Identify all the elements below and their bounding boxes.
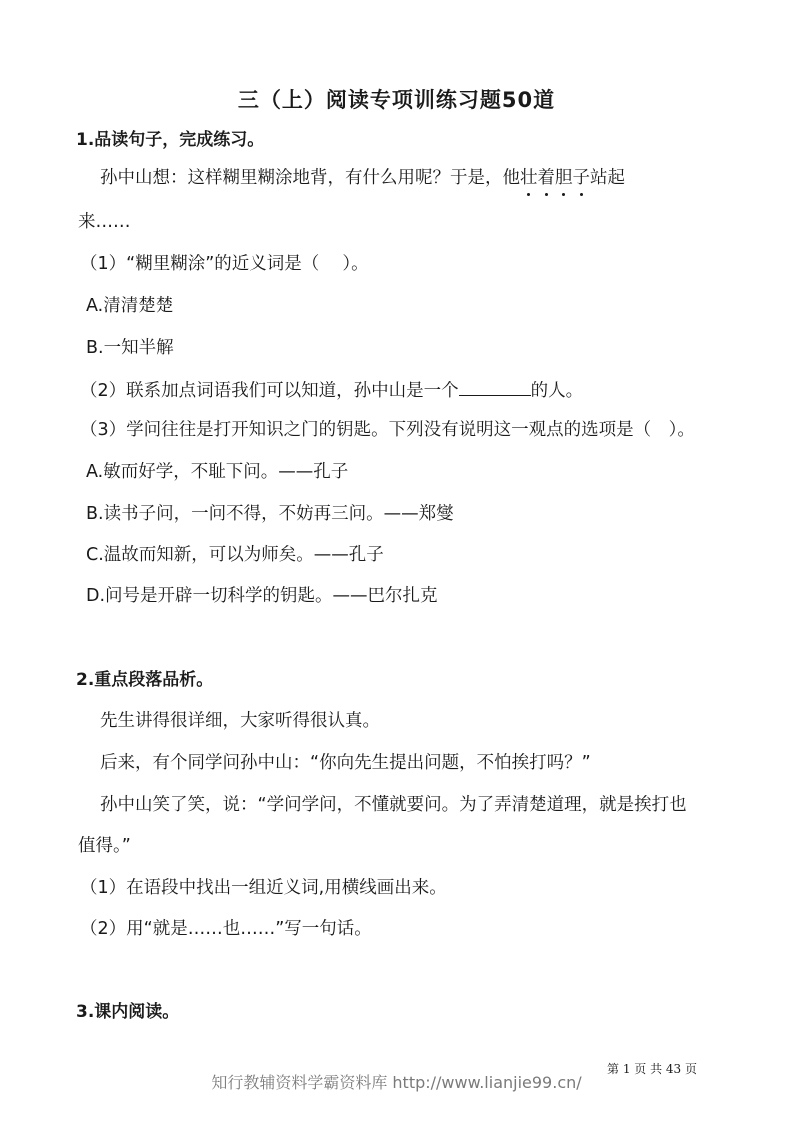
watermark: 知行教辅资料学霸资料库 http://www.lianjie99.cn/: [211, 1073, 582, 1092]
question-1-sub-1-option-a: A.清清楚楚: [86, 296, 174, 316]
question-3-heading: 3.课内阅读。: [76, 1002, 180, 1022]
question-1-sub-1-option-b: B.一知半解: [86, 338, 174, 358]
question-2-heading: 2.重点段落品析。: [76, 670, 214, 690]
dotted-char-2: 着: [537, 168, 555, 188]
question-1-sub-3-option-b: B.读书子问，一问不得，不妨再三问。——郑燮: [86, 504, 454, 524]
page-number: 第 1 页 共 43 页: [607, 1062, 697, 1076]
question-1-sub-3: （3）学问往往是打开知识之门的钥匙。下列没有说明这一观点的选项是（ ）。: [80, 420, 695, 440]
question-1-passage-line-1: [100, 166, 625, 190]
dotted-char-1: 壮: [520, 168, 538, 188]
question-2-paragraph-1: 先生讲得很详细，大家听得很认真。: [100, 711, 380, 731]
question-1-passage-line-2: 来……: [78, 212, 131, 232]
dotted-char-4: 子: [572, 168, 590, 188]
passage-text-before: 孙中山想：这样糊里糊涂地背，有什么用呢？于是，他: [100, 168, 520, 188]
question-1-sub-2: [80, 377, 583, 403]
question-2-sub-2: （2）用“就是……也……”写一句话。: [80, 919, 372, 939]
document-title: 三（上）阅读专项训练习题50道: [237, 88, 556, 112]
question-1-sub-1: （1）“糊里糊涂”的近义词是（ ）。: [80, 254, 369, 274]
question-1-sub-3-option-c: C.温故而知新，可以为师矣。——孔子: [86, 545, 384, 565]
question-1-heading: 1.品读句子，完成练习。: [76, 130, 265, 150]
answer-blank[interactable]: [459, 377, 531, 396]
dotted-char-3: 胆: [555, 168, 573, 188]
question-1-sub-3-option-d: D.问号是开辟一切科学的钥匙。——巴尔扎克: [86, 586, 438, 606]
question-2-sub-1: （1）在语段中找出一组近义词,用横线画出来。: [80, 878, 447, 898]
sub-2-text-after: 的人。: [530, 381, 584, 401]
question-2-paragraph-3-line-2: 值得。”: [78, 836, 131, 856]
question-1-sub-3-option-a: A.敏而好学，不耻下问。——孔子: [86, 462, 349, 482]
sub-2-text-before: （2）联系加点词语我们可以知道，孙中山是一个: [80, 381, 459, 401]
passage-text-after: 站起: [590, 168, 625, 188]
question-2-paragraph-2: 后来，有个同学问孙中山：“你向先生提出问题，不怕挨打吗？”: [100, 753, 591, 773]
question-2-paragraph-3-line-1: 孙中山笑了笑，说：“学问学问，不懂就要问。为了弄清楚道理，就是挨打也: [100, 795, 687, 815]
